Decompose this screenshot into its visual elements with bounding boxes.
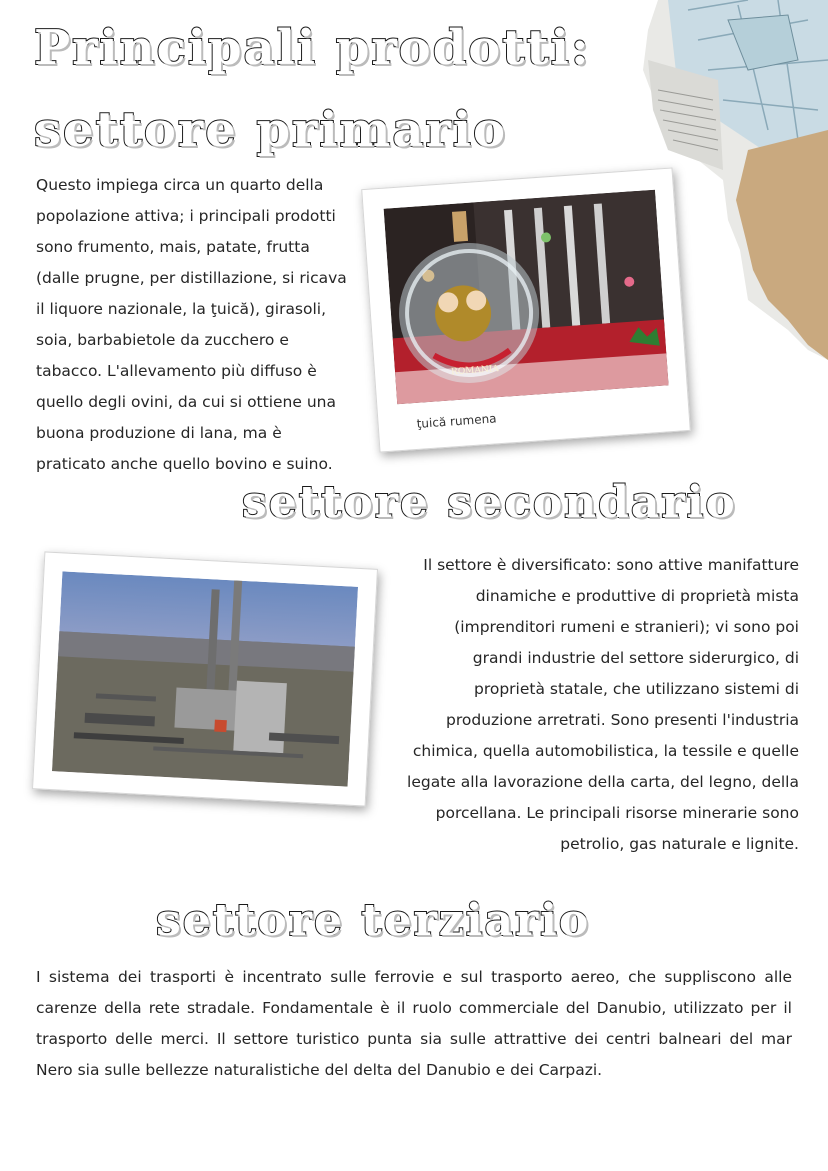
photo-tuica bbox=[361, 167, 691, 452]
heading-settore-primario: settore primario bbox=[34, 102, 507, 158]
power-plant-image bbox=[52, 571, 358, 786]
page-title: Principali prodotti: bbox=[34, 20, 591, 76]
heading-settore-secondario: settore secondario bbox=[242, 477, 737, 528]
paragraph-primario: Questo impiega circa un quarto della popolazione attiva; i principali prodotti sono frumento, mais, patate, frutta (dalle prugne, per distillazione, si ricava il liquore nazionale, la ţuică), girasoli, soia, barbabietole da zucchero e tabacco. L'allevamento più diffuso è quello degli ovini, da cui si ottiene una buona produzione di lana, ma è praticato anche quello bovino e suino. bbox=[36, 176, 347, 473]
photo-caption: ţuică rumena bbox=[416, 411, 497, 431]
tuica-bottle-image bbox=[384, 190, 669, 404]
heading-settore-terziario: settore terziario bbox=[156, 895, 591, 946]
paragraph-secondario: Il settore è diversificato: sono attive manifatture dinamiche e produttive di proprietà mista (imprenditori rumeni e stranieri); vi sono poi grandi industrie del settore siderurgico, di proprietà statale, che utilizzano sistemi di produzione arretrati. Sono presenti l'industria chimica, quella automobilistica, la tessile e quelle legate alla lavorazione della carta, del legno, della porcellana. Le principali risorse minerarie sono petrolio, gas naturale e lignite. bbox=[407, 556, 799, 853]
photo-industrial-plant bbox=[32, 551, 378, 806]
paragraph-terziario: I sistema dei trasporti è incentrato sulle ferrovie e sul trasporto aereo, che suppliscono alle carenze della rete stradale. Fondamentale è il ruolo commerciale del Danubio, utilizzato per il trasporto delle merci. Il settore turistico punta sia sulle attrattive dei centri balneari del mar Nero sia sulle bellezze naturalistiche del delta del Danubio e dei Carpazi. bbox=[36, 968, 792, 1079]
